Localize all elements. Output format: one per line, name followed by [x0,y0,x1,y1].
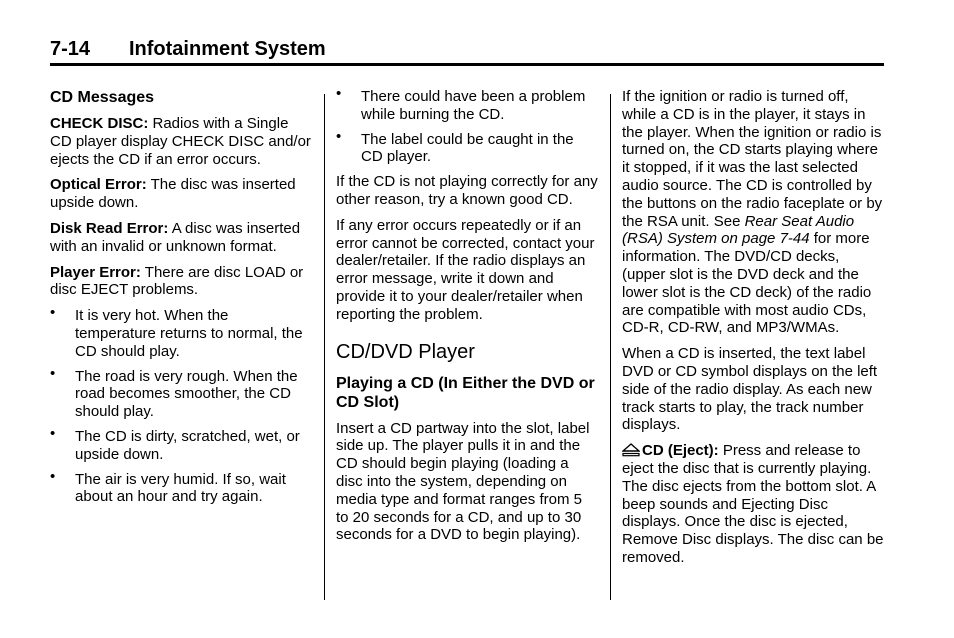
paragraph: Insert a CD partway into the slot, label side up. The player pulls it in and the CD should begin playing (loading a disc into the system, depending on media type and format ranges from 5 to 20 seconds for a CD, and up to 30 seconds for a DVD to begin playing). [336,419,590,544]
term: Disk Read Error: [50,219,169,237]
term: CD (Eject): [642,442,719,460]
term: CHECK DISC: [50,115,149,132]
bullet-list [336,85,598,166]
list-item [50,364,312,421]
bullet-icon: • [50,467,56,485]
bullet-icon: • [50,304,56,322]
list-item [50,304,312,360]
list-item-text: It is very hot. When the temperature returns to normal, the CD should play. [75,307,303,360]
list-item-text: The label could be caught in the CD player. [361,130,574,166]
term: Player Error: [50,263,141,281]
chapter-heading: CD/DVD Player [336,340,475,363]
list-item [50,424,312,464]
list-item [336,127,598,167]
page-number: 7-14 [50,38,91,60]
definition: Radios with a Single CD player display CHECK DISC and/or ejects the CD if an error occurs. [50,115,311,168]
list-item-text: The air is very humid. If so, wait about an hour and try again. [75,470,286,506]
paragraph [50,176,312,212]
page-header [50,38,884,68]
bullet-icon: • [336,127,342,145]
paragraph: If any error occurs repeatedly or if an error cannot be corrected, contact your dealer/retailer. If the radio displays an error message, write it down and provide it to your dealer/retailer when reporting the problem. [336,216,595,323]
paragraph [622,442,884,567]
section-heading: CD Messages [50,89,155,106]
section-title: Infotainment System [129,38,326,60]
column-1 [50,88,312,513]
text: for more information. The DVD/CD decks, (upper slot is the DVD deck and the lower slot is the CD deck) of the radio are compatible with most audio CDs, CD-R, CD-RW, and MP3/WMAs. [622,230,872,337]
paragraph [50,115,312,168]
definition: A disc was inserted with an invalid or unknown format. [50,219,301,255]
list-item [336,85,598,124]
column-2 [336,85,598,552]
definition: The disc was inserted upside down. [50,176,296,212]
list-item-text: There could have been a problem while burning the CD. [361,88,586,123]
list-item [50,467,312,507]
paragraph [622,88,884,337]
subsection-heading: Playing a CD (In Either the DVD or CD Slot) [336,374,595,411]
column-divider [324,94,325,600]
column-3 [622,88,884,575]
list-item-text: The CD is dirty, scratched, wet, or upside down. [75,427,300,463]
paragraph [50,220,312,256]
eject-icon [622,443,640,457]
paragraph: If the CD is not playing correctly for any other reason, try a known good CD. [336,173,598,208]
paragraph: When a CD is inserted, the text label DVD or CD symbol displays on the left side of the radio display. As each new track starts to play, the track number displays. [622,345,878,434]
bullet-icon: • [50,364,56,382]
header-rule [50,63,884,66]
bullet-list [50,304,312,506]
paragraph [50,264,312,300]
term: Optical Error: [50,176,147,194]
definition: Press and release to eject the disc that is currently playing. The disc ejects from the bottom slot. A beep sounds and Ejecting Disc displays. Once the disc is ejected, Remove Disc displays. The disc can be removed. [622,442,884,566]
bullet-icon: • [50,424,56,442]
list-item-text: The road is very rough. When the road becomes smoother, the CD should play. [75,367,298,421]
column-divider [610,94,611,600]
definition: There are disc LOAD or disc EJECT problems. [50,263,304,299]
bullet-icon: • [336,85,342,102]
text: If the ignition or radio is turned off, while a CD is in the player, it stays in the player. When the ignition or radio is turned on, the CD starts playing where it stopped, if it was the last selected audio source. The CD is controlled by the buttons on the radio faceplate or by the RSA unit. See [622,88,883,230]
cross-reference-link[interactable]: Rear Seat Audio (RSA) System on page 7-44 [622,212,855,248]
